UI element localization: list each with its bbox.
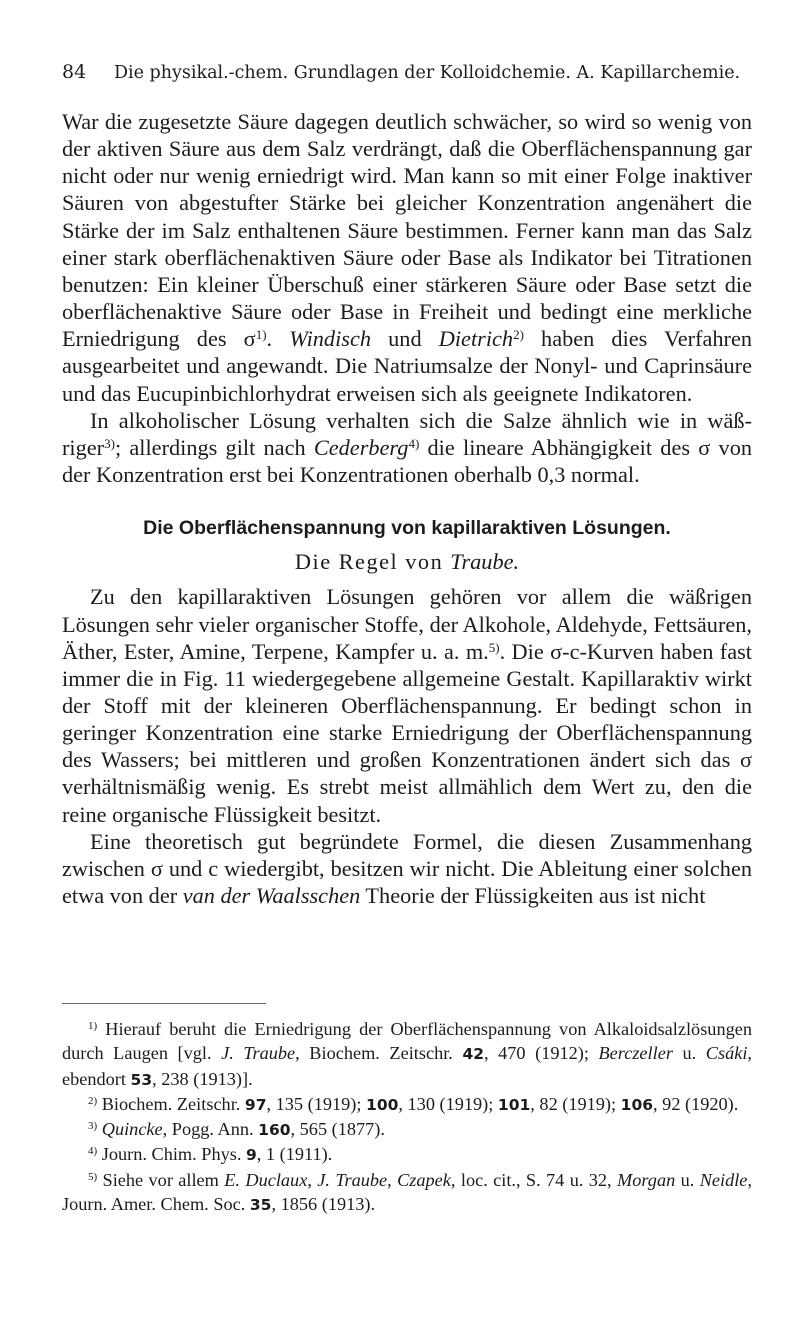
- paragraph-indicator-titration: War die zugesetzte Säure dagegen deutlich schwächer, so wird so wenig von der aktiven Säure aus dem Salz verdrängt, daß die Oberflächenspannung gar nicht oder nur wenig erniedrigt wird. Man kann so mit einer Folge inaktiver Säuren von abgestufter Stärke bei gleicher Konzentration angenähert die Stärke der im Salz enthaltenen Säure bestimmen. Ferner kann man das Salz einer stark oberflächenaktiven Säure oder Base als Indikator bei Titrationen benutzen: Ein kleiner Überschuß einer stärkeren Säure oder Base setzt die oberflächenaktive Säure oder Base in Freiheit und bedingt eine merkliche Erniedrigung des $\sigma^{1)}$. Windisch und Dietrich$^{2)}$ haben dies Verfahren ausgearbeitet und angewandt. Die Natriumsalze der Nonyl- und Caprinsäure und das Eucupinbichlorhydrat erweisen sich als geeignete Indikatoren.: [62, 109, 752, 406]
- footnote-ref-5[interactable]: 5): [488, 639, 500, 655]
- author-van-der-waals: van der Waalsschen: [182, 883, 361, 909]
- author-traube: Traube.: [450, 549, 520, 575]
- footnote-4: $^{4)}$ Journ. Chim. Phys. 9, 1 (1911).: [88, 1144, 333, 1165]
- footnotes: [62, 1017, 752, 1217]
- footnote-ref-3[interactable]: 3): [104, 435, 115, 451]
- author-dietrich: Dietrich: [438, 326, 514, 352]
- main-text: [62, 108, 752, 909]
- section-heading: Die Oberflächenspannung von kapillaraktiven Lösungen.: [143, 517, 671, 540]
- paragraph-theory: Eine theoretisch gut begründete Formel, die diesen Zusammenhang zwischen σ und c wiedergibt, besitzen wir nicht. Die Ableitung einer solchen etwa von der van der Waalsschen Theorie der Flüssigkeiten aus ist nicht: [62, 828, 752, 909]
- running-title: Die physikal.-chem. Grundlagen der Kolloidchemie. A. Kapillarchemie.: [114, 63, 741, 83]
- footnote-ref-4[interactable]: 4): [408, 435, 420, 451]
- footnote-ref-1[interactable]: 1): [255, 327, 267, 343]
- author-windisch: Windisch: [289, 326, 372, 352]
- footnote-2: $^{2)}$ Biochem. Zeitschr. 97, 135 (1919); 100, 130 (1919); 101, 82 (1919); 106, 92 (1920).: [88, 1093, 739, 1114]
- running-header: [62, 60, 752, 85]
- footnote-1: $^{1)}$ Hierauf beruht die Erniedrigung der Oberflächenspannung von Alkaloidsalzlösungen durch Laugen [vgl. J. Traube, Biochem. Zeitschr. 42, 470 (1912); Berczeller u. Csáki, ebendort 53, 238 (1913)].: [62, 1019, 752, 1089]
- author-cederberg: Cederberg: [313, 434, 409, 460]
- section-subheading: Die Regel von Traube.: [294, 549, 520, 575]
- paragraph-capillary-active: Zu den kapillaraktiven Lösungen gehören vor allem die wäßrigen Lösungen sehr vieler organischer Stoffe, der Alkohole, Aldehyde, Fettsäuren, Äther, Ester, Amine, Terpene, Kampfer u. a. m.$^{5)}$. Die σ-c-Kurven haben fast immer die in Fig. 11 wiedergegebene allgemeine Gestalt. Kapillaraktiv wirkt der Stoff mit der kleineren Oberflächenspannung. Er bedingt schon in geringer Konzentration eine starke Erniedrigung der Oberflächenspannung des Wassers; bei mittleren und großen Konzentrationen ändert sich das σ verhältnismäßig wenig. Es strebt meist allmählich dem Wert zu, den die reine organische Flüssigkeit besitzt.: [62, 584, 752, 827]
- footnote-ref-2[interactable]: 2): [513, 327, 524, 343]
- paragraph-alcoholic-solution: In alkoholischer Lösung verhalten sich die Salze ähnlich wie in wäßriger$^{3)}$; allerdings gilt nach Cederberg$^{4)}$ die lineare Abhängigkeit des σ von der Konzentration erst bei Konzentrationen oberhalb 0,3 normal.: [62, 407, 752, 488]
- footnote-divider: [62, 1003, 266, 1004]
- page-number: 84: [62, 61, 87, 83]
- footnote-5: $^{5)}$ Siehe vor allem E. Duclaux, J. Traube, Czapek, loc. cit., S. 74 u. 32, Morgan u. Neidle, Journ. Amer. Chem. Soc. 35, 1856 (1913).: [62, 1169, 753, 1215]
- footnote-3: $^{3)}$ Quincke, Pogg. Ann. 160, 565 (1877).: [88, 1119, 385, 1140]
